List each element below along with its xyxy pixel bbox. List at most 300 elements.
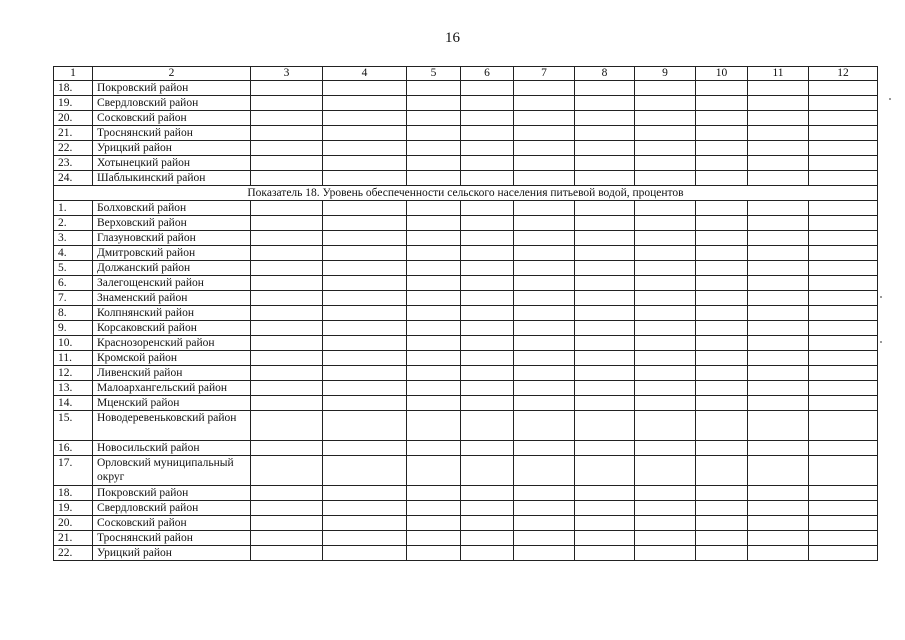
value-cell	[514, 216, 575, 231]
table-row	[54, 516, 878, 531]
value-cell	[407, 336, 461, 351]
value-cell	[323, 456, 407, 486]
value-cell	[461, 501, 514, 516]
value-cell	[514, 456, 575, 486]
value-cell	[748, 201, 809, 216]
value-cell	[407, 216, 461, 231]
value-cell	[407, 411, 461, 441]
value-cell	[461, 531, 514, 546]
value-cell	[514, 141, 575, 156]
value-cell	[323, 96, 407, 111]
value-cell	[251, 336, 323, 351]
value-cell	[407, 531, 461, 546]
value-cell	[635, 501, 696, 516]
district-name: Должанский район	[93, 261, 251, 276]
table-row	[54, 81, 878, 96]
value-cell	[323, 396, 407, 411]
value-cell	[575, 276, 635, 291]
value-cell	[635, 366, 696, 381]
value-cell	[251, 156, 323, 171]
value-cell	[635, 411, 696, 441]
value-cell	[323, 546, 407, 561]
value-cell	[696, 261, 748, 276]
value-cell	[407, 111, 461, 126]
value-cell	[696, 441, 748, 456]
value-cell	[809, 306, 878, 321]
value-cell	[251, 486, 323, 501]
district-name: Покровский район	[93, 486, 251, 501]
value-cell	[809, 336, 878, 351]
district-name: Корсаковский район	[93, 321, 251, 336]
value-cell	[407, 321, 461, 336]
value-cell	[251, 546, 323, 561]
value-cell	[748, 156, 809, 171]
value-cell	[696, 96, 748, 111]
value-cell	[635, 201, 696, 216]
value-cell	[407, 81, 461, 96]
value-cell	[514, 261, 575, 276]
value-cell	[251, 351, 323, 366]
value-cell	[323, 321, 407, 336]
value-cell	[696, 231, 748, 246]
value-cell	[696, 306, 748, 321]
value-cell	[809, 261, 878, 276]
table-row	[54, 531, 878, 546]
value-cell	[514, 171, 575, 186]
district-name: Свердловский район	[93, 96, 251, 111]
row-number: 13.	[54, 381, 93, 396]
value-cell	[748, 456, 809, 486]
value-cell	[514, 531, 575, 546]
value-cell	[748, 126, 809, 141]
value-cell	[407, 516, 461, 531]
district-name: Верховский район	[93, 216, 251, 231]
value-cell	[575, 396, 635, 411]
value-cell	[407, 486, 461, 501]
value-cell	[696, 486, 748, 501]
value-cell	[514, 486, 575, 501]
column-header: 6	[461, 67, 514, 81]
value-cell	[635, 171, 696, 186]
value-cell	[251, 531, 323, 546]
table-row	[54, 111, 878, 126]
value-cell	[696, 126, 748, 141]
value-cell	[575, 156, 635, 171]
value-cell	[251, 366, 323, 381]
value-cell	[251, 396, 323, 411]
value-cell	[323, 171, 407, 186]
district-name: Свердловский район	[93, 501, 251, 516]
indicator-table	[53, 66, 878, 561]
value-cell	[323, 381, 407, 396]
value-cell	[407, 96, 461, 111]
district-name: Болховский район	[93, 201, 251, 216]
value-cell	[514, 546, 575, 561]
value-cell	[635, 261, 696, 276]
value-cell	[407, 366, 461, 381]
value-cell	[407, 126, 461, 141]
value-cell	[635, 126, 696, 141]
row-number: 14.	[54, 396, 93, 411]
value-cell	[323, 111, 407, 126]
value-cell	[407, 171, 461, 186]
value-cell	[809, 201, 878, 216]
value-cell	[575, 516, 635, 531]
value-cell	[748, 96, 809, 111]
value-cell	[461, 486, 514, 501]
value-cell	[323, 246, 407, 261]
value-cell	[407, 351, 461, 366]
value-cell	[514, 441, 575, 456]
value-cell	[748, 141, 809, 156]
value-cell	[748, 231, 809, 246]
value-cell	[748, 546, 809, 561]
value-cell	[323, 441, 407, 456]
value-cell	[251, 501, 323, 516]
district-name: Знаменский район	[93, 291, 251, 306]
value-cell	[407, 291, 461, 306]
value-cell	[251, 216, 323, 231]
value-cell	[407, 231, 461, 246]
row-number: 24.	[54, 171, 93, 186]
district-name: Троснянский район	[93, 126, 251, 141]
value-cell	[696, 411, 748, 441]
row-number: 4.	[54, 246, 93, 261]
value-cell	[461, 261, 514, 276]
value-cell	[748, 441, 809, 456]
value-cell	[696, 141, 748, 156]
value-cell	[407, 246, 461, 261]
table-row	[54, 201, 878, 216]
district-name: Дмитровский район	[93, 246, 251, 261]
value-cell	[748, 381, 809, 396]
value-cell	[696, 171, 748, 186]
table-row	[54, 126, 878, 141]
value-cell	[748, 171, 809, 186]
row-number: 22.	[54, 546, 93, 561]
value-cell	[809, 171, 878, 186]
value-cell	[809, 351, 878, 366]
value-cell	[323, 336, 407, 351]
row-number: 8.	[54, 306, 93, 321]
district-name: Сосковский район	[93, 111, 251, 126]
value-cell	[251, 111, 323, 126]
value-cell	[696, 381, 748, 396]
value-cell	[696, 366, 748, 381]
value-cell	[809, 96, 878, 111]
value-cell	[461, 516, 514, 531]
value-cell	[748, 411, 809, 441]
value-cell	[514, 156, 575, 171]
value-cell	[635, 216, 696, 231]
value-cell	[748, 276, 809, 291]
value-cell	[407, 381, 461, 396]
value-cell	[514, 516, 575, 531]
value-cell	[407, 546, 461, 561]
value-cell	[748, 336, 809, 351]
value-cell	[461, 276, 514, 291]
value-cell	[461, 156, 514, 171]
value-cell	[575, 381, 635, 396]
value-cell	[748, 531, 809, 546]
value-cell	[575, 321, 635, 336]
district-name: Хотынецкий район	[93, 156, 251, 171]
row-number: 20.	[54, 111, 93, 126]
value-cell	[323, 201, 407, 216]
value-cell	[461, 141, 514, 156]
scan-speck	[880, 296, 882, 298]
value-cell	[323, 156, 407, 171]
value-cell	[575, 336, 635, 351]
value-cell	[461, 81, 514, 96]
value-cell	[514, 351, 575, 366]
value-cell	[461, 246, 514, 261]
value-cell	[514, 246, 575, 261]
value-cell	[323, 486, 407, 501]
value-cell	[575, 351, 635, 366]
value-cell	[635, 441, 696, 456]
value-cell	[635, 81, 696, 96]
table-row	[54, 216, 878, 231]
value-cell	[809, 246, 878, 261]
section-row	[54, 186, 878, 201]
value-cell	[461, 456, 514, 486]
value-cell	[251, 126, 323, 141]
value-cell	[635, 141, 696, 156]
table-row	[54, 261, 878, 276]
value-cell	[251, 306, 323, 321]
row-number: 16.	[54, 441, 93, 456]
row-number: 18.	[54, 486, 93, 501]
value-cell	[251, 456, 323, 486]
row-number: 15.	[54, 411, 93, 441]
value-cell	[635, 531, 696, 546]
value-cell	[323, 216, 407, 231]
value-cell	[323, 126, 407, 141]
district-name: Урицкий район	[93, 546, 251, 561]
value-cell	[748, 291, 809, 306]
value-cell	[575, 111, 635, 126]
row-number: 2.	[54, 216, 93, 231]
table-row	[54, 96, 878, 111]
column-header: 4	[323, 67, 407, 81]
value-cell	[635, 396, 696, 411]
value-cell	[809, 276, 878, 291]
value-cell	[251, 441, 323, 456]
district-name: Глазуновский район	[93, 231, 251, 246]
value-cell	[809, 441, 878, 456]
value-cell	[696, 531, 748, 546]
district-name: Колпнянский район	[93, 306, 251, 321]
value-cell	[635, 456, 696, 486]
value-cell	[696, 291, 748, 306]
value-cell	[748, 516, 809, 531]
value-cell	[323, 351, 407, 366]
column-header: 10	[696, 67, 748, 81]
value-cell	[407, 261, 461, 276]
value-cell	[575, 366, 635, 381]
value-cell	[809, 366, 878, 381]
value-cell	[635, 291, 696, 306]
row-number: 1.	[54, 201, 93, 216]
table-row	[54, 141, 878, 156]
value-cell	[809, 501, 878, 516]
value-cell	[461, 111, 514, 126]
row-number: 12.	[54, 366, 93, 381]
table-row	[54, 546, 878, 561]
value-cell	[514, 381, 575, 396]
value-cell	[575, 231, 635, 246]
value-cell	[575, 456, 635, 486]
table-row	[54, 501, 878, 516]
value-cell	[809, 396, 878, 411]
value-cell	[461, 336, 514, 351]
value-cell	[696, 351, 748, 366]
value-cell	[251, 276, 323, 291]
row-number: 5.	[54, 261, 93, 276]
value-cell	[748, 306, 809, 321]
value-cell	[514, 396, 575, 411]
table-row	[54, 231, 878, 246]
row-number: 23.	[54, 156, 93, 171]
row-number: 19.	[54, 96, 93, 111]
value-cell	[696, 516, 748, 531]
row-number: 21.	[54, 531, 93, 546]
value-cell	[251, 171, 323, 186]
value-cell	[461, 306, 514, 321]
value-cell	[514, 81, 575, 96]
value-cell	[514, 336, 575, 351]
value-cell	[748, 261, 809, 276]
district-name: Троснянский район	[93, 531, 251, 546]
table-row	[54, 411, 878, 441]
value-cell	[575, 201, 635, 216]
value-cell	[461, 126, 514, 141]
value-cell	[809, 111, 878, 126]
value-cell	[635, 156, 696, 171]
column-header: 3	[251, 67, 323, 81]
value-cell	[251, 261, 323, 276]
value-cell	[514, 411, 575, 441]
table-row	[54, 381, 878, 396]
value-cell	[407, 501, 461, 516]
table-row	[54, 486, 878, 501]
row-number: 19.	[54, 501, 93, 516]
value-cell	[575, 546, 635, 561]
value-cell	[251, 411, 323, 441]
district-name: Покровский район	[93, 81, 251, 96]
value-cell	[323, 261, 407, 276]
value-cell	[323, 276, 407, 291]
value-cell	[461, 546, 514, 561]
district-name: Кромской район	[93, 351, 251, 366]
value-cell	[251, 516, 323, 531]
value-cell	[748, 501, 809, 516]
value-cell	[809, 456, 878, 486]
value-cell	[323, 141, 407, 156]
value-cell	[323, 81, 407, 96]
value-cell	[251, 381, 323, 396]
value-cell	[696, 276, 748, 291]
value-cell	[407, 201, 461, 216]
district-name: Ливенский район	[93, 366, 251, 381]
value-cell	[461, 351, 514, 366]
value-cell	[635, 246, 696, 261]
value-cell	[748, 396, 809, 411]
value-cell	[323, 411, 407, 441]
table-row	[54, 291, 878, 306]
value-cell	[696, 111, 748, 126]
value-cell	[696, 546, 748, 561]
value-cell	[635, 381, 696, 396]
value-cell	[809, 81, 878, 96]
value-cell	[407, 456, 461, 486]
value-cell	[575, 411, 635, 441]
value-cell	[514, 321, 575, 336]
row-number: 10.	[54, 336, 93, 351]
value-cell	[461, 171, 514, 186]
value-cell	[323, 231, 407, 246]
value-cell	[251, 81, 323, 96]
value-cell	[748, 321, 809, 336]
value-cell	[461, 96, 514, 111]
table-row	[54, 156, 878, 171]
table-row	[54, 336, 878, 351]
district-name: Сосковский район	[93, 516, 251, 531]
value-cell	[514, 291, 575, 306]
value-cell	[575, 96, 635, 111]
value-cell	[575, 81, 635, 96]
table-row	[54, 441, 878, 456]
value-cell	[809, 531, 878, 546]
value-cell	[461, 441, 514, 456]
value-cell	[809, 321, 878, 336]
value-cell	[461, 216, 514, 231]
value-cell	[461, 201, 514, 216]
scan-speck	[889, 98, 891, 100]
value-cell	[461, 231, 514, 246]
column-header: 11	[748, 67, 809, 81]
value-cell	[696, 216, 748, 231]
row-number: 17.	[54, 456, 93, 486]
column-header: 8	[575, 67, 635, 81]
column-header: 1	[54, 67, 93, 81]
table-row	[54, 276, 878, 291]
value-cell	[251, 141, 323, 156]
value-cell	[575, 126, 635, 141]
district-name: Малоархангельский район	[93, 381, 251, 396]
value-cell	[575, 216, 635, 231]
table-row	[54, 351, 878, 366]
value-cell	[696, 81, 748, 96]
value-cell	[809, 411, 878, 441]
value-cell	[514, 111, 575, 126]
value-cell	[809, 381, 878, 396]
table-row	[54, 246, 878, 261]
value-cell	[514, 201, 575, 216]
value-cell	[809, 126, 878, 141]
value-cell	[748, 246, 809, 261]
value-cell	[251, 231, 323, 246]
value-cell	[809, 156, 878, 171]
value-cell	[809, 216, 878, 231]
value-cell	[514, 501, 575, 516]
value-cell	[748, 366, 809, 381]
value-cell	[323, 291, 407, 306]
district-name: Залегощенский район	[93, 276, 251, 291]
value-cell	[461, 366, 514, 381]
value-cell	[407, 156, 461, 171]
